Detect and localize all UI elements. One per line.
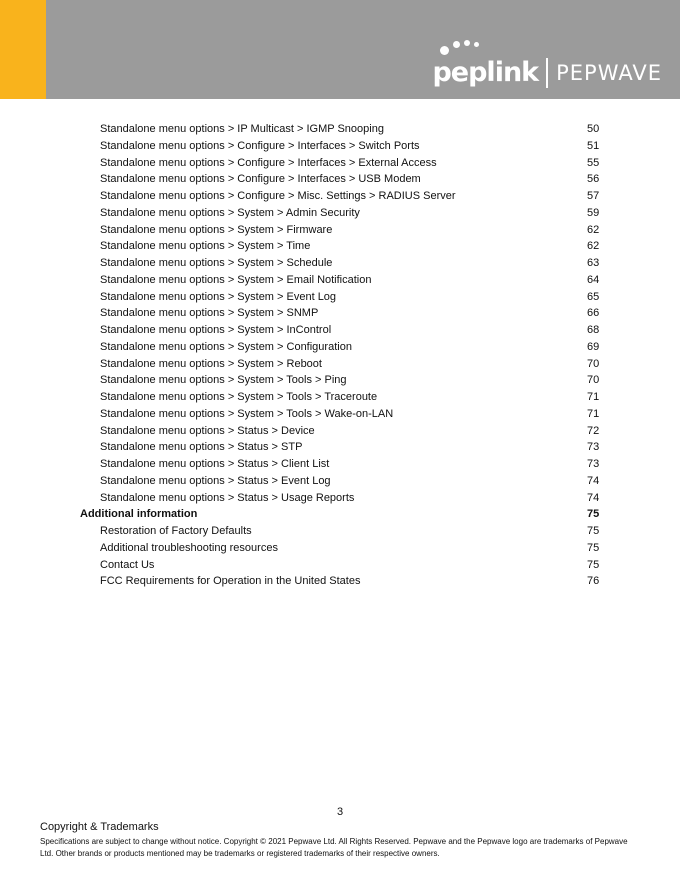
logo-peplink-wordmark: peplink bbox=[432, 57, 539, 88]
toc-entry[interactable] bbox=[0, 322, 680, 339]
toc-entry-title[interactable]: Standalone menu options > System > Schedule bbox=[100, 257, 333, 269]
toc-entry-page[interactable]: 50 bbox=[587, 123, 600, 135]
toc-entry[interactable] bbox=[0, 540, 680, 557]
toc-entry-title[interactable]: Standalone menu options > System > Firmware bbox=[100, 223, 333, 236]
toc-entry-title[interactable]: Standalone menu options > System > Admin Security bbox=[100, 206, 360, 219]
toc-entry[interactable] bbox=[0, 490, 680, 507]
toc-entry-page[interactable]: 64 bbox=[587, 273, 600, 286]
toc-entry-page[interactable]: 68 bbox=[587, 324, 600, 336]
toc-entry-page[interactable]: 74 bbox=[587, 474, 600, 487]
toc-entry-page[interactable]: 62 bbox=[587, 240, 600, 253]
toc-entry-page[interactable]: 51 bbox=[587, 139, 600, 152]
toc-entry-page[interactable]: 59 bbox=[587, 206, 600, 219]
toc-entry-title[interactable]: Standalone menu options > System > Event Log bbox=[100, 290, 337, 303]
toc-section-entry[interactable] bbox=[0, 506, 680, 523]
toc-entry-title[interactable]: Standalone menu options > Configure > Interfaces > Switch Ports bbox=[100, 139, 420, 152]
toc-entry-page[interactable]: 70 bbox=[587, 374, 600, 387]
toc-entry-page[interactable]: 62 bbox=[587, 223, 600, 236]
footer-legal-text: Specifications are subject to change without notice. Copyright © 2021 Pepwave Ltd. All Rights Reserved. Pepwave and the Pepwave logo are trademarks of Pepwave Ltd. Other brands or products mentioned may be trademarks or registered trademarks of their respective owners. bbox=[40, 837, 628, 858]
toc-entry-title[interactable]: Standalone menu options > Status > STP bbox=[100, 441, 303, 454]
toc-entry-title[interactable]: Standalone menu options > Configure > Misc. Settings > RADIUS Server bbox=[100, 190, 456, 202]
toc-entry-title[interactable]: Standalone menu options > IP Multicast > IGMP Snooping bbox=[100, 123, 384, 135]
toc-entry-title[interactable]: Additional information bbox=[80, 508, 198, 521]
footer-heading: Copyright & Trademarks bbox=[40, 821, 159, 833]
toc-entry[interactable] bbox=[0, 138, 680, 155]
toc-entry-page[interactable]: 76 bbox=[587, 575, 600, 588]
toc-entry-title[interactable]: Standalone menu options > System > Tools > Ping bbox=[100, 374, 347, 387]
toc-entry[interactable] bbox=[0, 456, 680, 473]
table-of-contents bbox=[0, 121, 680, 590]
toc-entry-title[interactable]: Standalone menu options > System > Time bbox=[100, 240, 311, 253]
toc-entry-page[interactable]: 75 bbox=[587, 508, 600, 521]
brand-logo bbox=[432, 40, 662, 88]
toc-entry-title[interactable]: Standalone menu options > Status > Usage Reports bbox=[100, 491, 355, 504]
toc-entry-page[interactable]: 73 bbox=[587, 458, 600, 470]
toc-entry[interactable] bbox=[0, 155, 680, 172]
toc-entry[interactable] bbox=[0, 222, 680, 239]
toc-entry[interactable] bbox=[0, 238, 680, 255]
page-number: 3 bbox=[336, 806, 344, 818]
toc-entry[interactable] bbox=[0, 339, 680, 356]
toc-entry[interactable] bbox=[0, 188, 680, 205]
toc-entry[interactable] bbox=[0, 272, 680, 289]
header-accent-bar bbox=[0, 0, 46, 99]
toc-entry-title[interactable]: Standalone menu options > Configure > Interfaces > USB Modem bbox=[100, 173, 421, 186]
toc-entry-title[interactable]: Standalone menu options > Status > Client List bbox=[100, 458, 330, 470]
toc-entry-page[interactable]: 56 bbox=[587, 173, 600, 186]
toc-entry[interactable] bbox=[0, 289, 680, 306]
toc-entry-page[interactable]: 75 bbox=[587, 525, 600, 537]
toc-entry[interactable] bbox=[0, 473, 680, 490]
toc-entry[interactable] bbox=[0, 439, 680, 456]
toc-entry[interactable] bbox=[0, 171, 680, 188]
toc-entry[interactable] bbox=[0, 372, 680, 389]
toc-entry-page[interactable]: 75 bbox=[587, 558, 600, 571]
toc-entry[interactable] bbox=[0, 573, 680, 590]
toc-entry-title[interactable]: Standalone menu options > Status > Device bbox=[100, 424, 315, 437]
toc-entry[interactable] bbox=[0, 121, 680, 138]
toc-entry-title[interactable]: Additional troubleshooting resources bbox=[100, 541, 278, 554]
toc-entry-page[interactable]: 69 bbox=[587, 340, 600, 353]
toc-entry[interactable] bbox=[0, 255, 680, 272]
toc-entry[interactable] bbox=[0, 205, 680, 222]
toc-entry-page[interactable]: 63 bbox=[587, 257, 600, 269]
toc-entry-page[interactable]: 66 bbox=[587, 307, 600, 320]
toc-entry[interactable] bbox=[0, 356, 680, 373]
toc-entry[interactable] bbox=[0, 557, 680, 574]
toc-entry-title[interactable]: Standalone menu options > Configure > Interfaces > External Access bbox=[100, 156, 437, 169]
toc-entry[interactable] bbox=[0, 406, 680, 423]
toc-entry-page[interactable]: 55 bbox=[587, 156, 600, 169]
logo-dots-icon bbox=[440, 40, 484, 56]
toc-entry-title[interactable]: Standalone menu options > System > Tools > Wake-on-LAN bbox=[100, 407, 394, 420]
toc-entry-title[interactable]: Standalone menu options > System > SNMP bbox=[100, 307, 319, 320]
toc-entry-title[interactable]: Standalone menu options > System > Email Notification bbox=[100, 273, 372, 286]
logo-pepwave-wordmark: PEPWAVE bbox=[556, 61, 662, 85]
toc-entry[interactable] bbox=[0, 305, 680, 322]
toc-entry-title[interactable]: Standalone menu options > Status > Event Log bbox=[100, 474, 331, 487]
toc-entry-page[interactable]: 74 bbox=[587, 491, 600, 504]
toc-entry-title[interactable]: Standalone menu options > System > InControl bbox=[100, 324, 332, 336]
toc-entry-page[interactable]: 71 bbox=[587, 391, 600, 403]
toc-entry-page[interactable]: 73 bbox=[587, 441, 600, 454]
toc-entry-page[interactable]: 75 bbox=[587, 541, 600, 554]
toc-entry-page[interactable]: 57 bbox=[587, 190, 600, 202]
logo-divider bbox=[546, 58, 548, 88]
page-header bbox=[0, 0, 680, 99]
toc-entry[interactable] bbox=[0, 523, 680, 540]
toc-entry-page[interactable]: 70 bbox=[587, 357, 600, 370]
toc-entry[interactable] bbox=[0, 389, 680, 406]
toc-entry-page[interactable]: 72 bbox=[587, 424, 600, 437]
toc-entry-title[interactable]: Standalone menu options > System > Configuration bbox=[100, 340, 352, 353]
toc-entry-page[interactable]: 71 bbox=[587, 407, 600, 420]
toc-entry-title[interactable]: FCC Requirements for Operation in the United States bbox=[100, 575, 361, 588]
toc-entry-page[interactable]: 65 bbox=[587, 290, 600, 303]
toc-entry-title[interactable]: Standalone menu options > System > Reboot bbox=[100, 357, 322, 370]
toc-entry-title[interactable]: Restoration of Factory Defaults bbox=[100, 525, 252, 537]
toc-entry-title[interactable]: Standalone menu options > System > Tools > Traceroute bbox=[100, 391, 378, 403]
toc-entry-title[interactable]: Contact Us bbox=[100, 558, 155, 571]
toc-entry[interactable] bbox=[0, 423, 680, 440]
